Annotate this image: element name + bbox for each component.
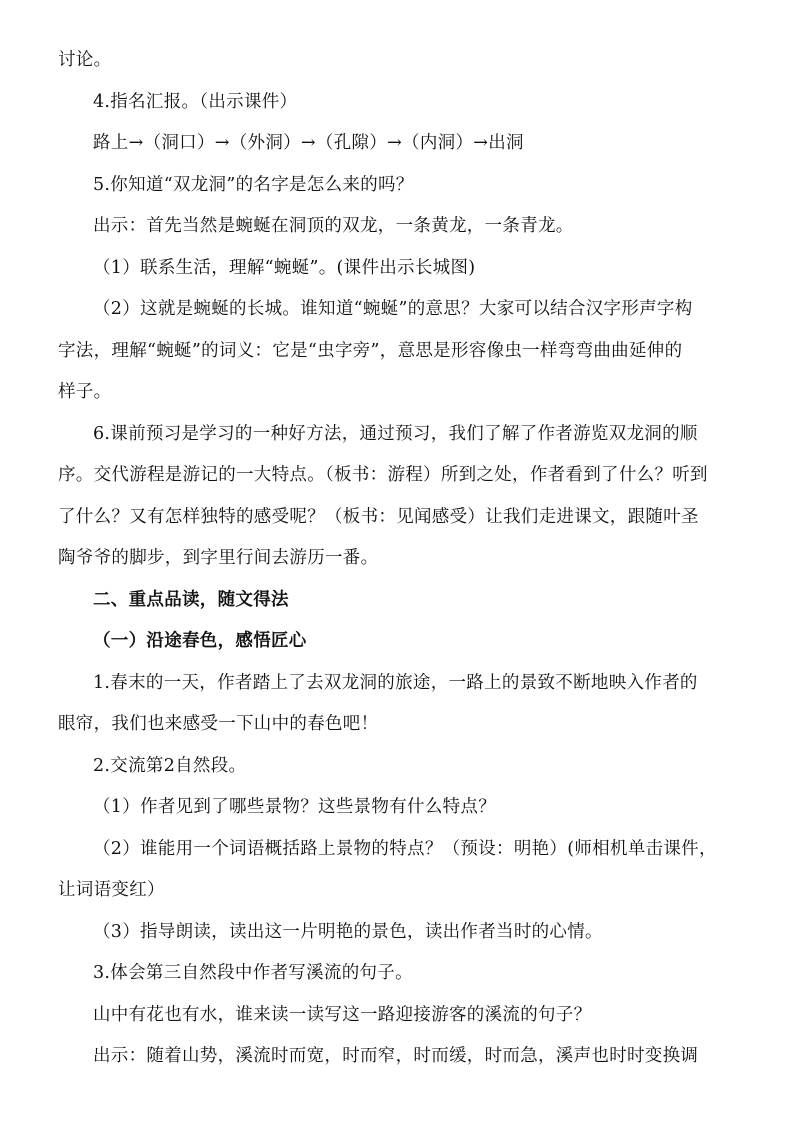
text-line-7: （2）这就是蜿蜒的长城。谁知道“蜿蜒”的意思？大家可以结合汉字形声字构 bbox=[93, 299, 693, 319]
text-line-6: （1）联系生活，理解“蜿蜒”。(课件出示长城图) bbox=[93, 258, 476, 278]
text-line-4: 5.你知道“双龙洞”的名字是怎么来的吗？ bbox=[93, 175, 414, 195]
section-heading: 二、重点品读，随文得法 bbox=[93, 590, 289, 610]
text-line-12: 了什么？又有怎样独特的感受呢？（板书：见闻感受）让我们走进课文，跟随叶圣 bbox=[58, 507, 699, 527]
text-line-2: 4.指名汇报。（出示课件） bbox=[93, 92, 298, 112]
text-line-11: 序。交代游程是游记的一大特点。（板书：游程）所到之处，作者看到了什么？听到 bbox=[58, 465, 708, 485]
text-line-13: 陶爷爷的脚步，到字里行间去游历一番。 bbox=[58, 548, 379, 568]
text-line-19: （1）作者见到了哪些景物？这些景物有什么特点？ bbox=[93, 797, 497, 817]
text-line-16: 1.春末的一天，作者踏上了去双龙洞的旅途，一路上的景致不断地映入作者的 bbox=[93, 673, 698, 693]
text-line-25: 出示：随着山势，溪流时而宽，时而窄，时而缓，时而急，溪声也时时变换调 bbox=[93, 1046, 699, 1066]
text-line-5: 出示：首先当然是蜿蜒在洞顶的双龙，一条黄龙，一条青龙。 bbox=[93, 216, 574, 236]
text-line-24: 山中有花也有水，谁来读一读写这一路迎接游客的溪流的句子？ bbox=[93, 1005, 592, 1025]
text-line-10: 6.课前预习是学习的一种好方法，通过预习，我们了解了作者游览双龙洞的顺 bbox=[93, 424, 698, 444]
text-line-21: 让词语变红） bbox=[58, 880, 165, 900]
text-line-9: 样子。 bbox=[58, 382, 112, 402]
text-line-23: 3.体会第三自然段中作者写溪流的句子。 bbox=[93, 963, 413, 983]
text-line-22: （3）指导朗读，读出这一片明艳的景色，读出作者当时的心情。 bbox=[93, 922, 603, 942]
text-line-1: 讨论。 bbox=[58, 50, 112, 70]
text-line-17: 眼帘，我们也来感受一下山中的春色吧！ bbox=[58, 714, 379, 734]
text-line-18: 2.交流第2自然段。 bbox=[93, 756, 247, 776]
text-line-20: （2）谁能用一个词语概括路上景物的特点？（预设：明艳）(师相机单击课件， bbox=[93, 839, 717, 859]
text-line-8: 字法，理解“蜿蜒”的词义：它是“虫字旁”，意思是形容像虫一样弯弯曲曲延伸的 bbox=[58, 341, 683, 361]
subsection-heading: （一）沿途春色，感悟匠心 bbox=[93, 631, 307, 651]
text-line-3: 路上→（洞口）→（外洞）→（孔隙）→（内洞）→出洞 bbox=[93, 133, 524, 153]
